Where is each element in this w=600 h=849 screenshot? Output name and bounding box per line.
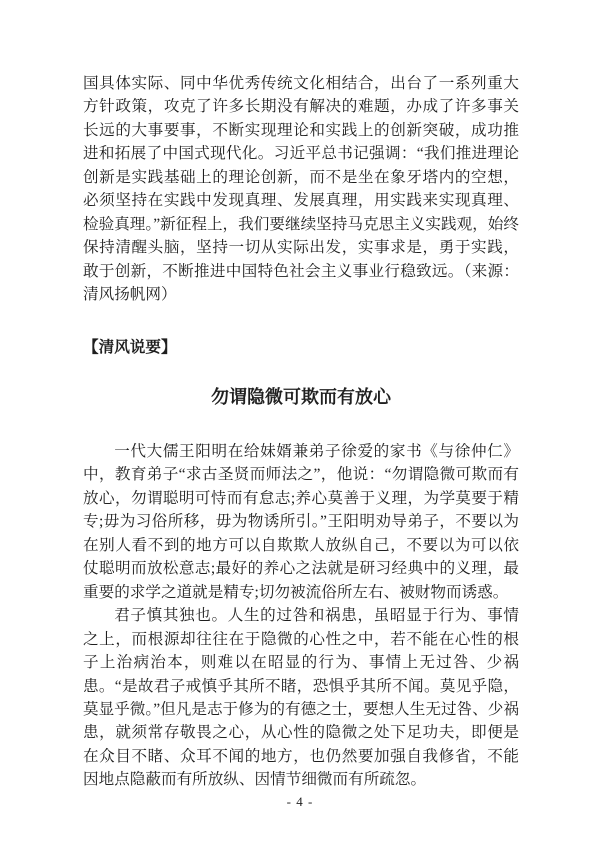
body-paragraph-2: 君子慎其独也。人生的过咎和祸患，虽昭显于行为、事情之上，而根源却往往在于隐微的心性之中，若不能在心性的根子上治病治本，则难以在昭显的行为、事情上无过咎、少祸患。“是故君子戒慎乎其所不睹，恐惧乎其所不闻。莫见乎隐，莫显乎微。”但凡是志于修为的有德之士，要想人生无过咎、少祸患，就须常存敬畏之心，从心性的隐微之处下足功夫，即便是在众目不睹、众耳不闻的地方，也仍然要加强自我修省，不能因地点隐蔽而有所放纵、因情节细微而有所疏忽。 <box>83 607 519 789</box>
continuation-paragraph: 国具体实际、同中华优秀传统文化相结合，出台了一系列重大方针政策，攻克了许多长期没有解决的难题，办成了许多事关长远的大事要事，不断实现理论和实践上的创新突破，成功推进和拓展了中国式现代化。习近平总书记强调：“我们推进理论创新是实践基础上的理论创新，而不是坐在象牙塔内的空想，必须坚持在实践中发现真理、发展真理，用实践来实现真理、检验真理。”新征程上，我们要继续坚持马克思主义实践观，始终保持清醒头脑，坚持一切从实际出发，实事求是，勇于实践，敢于创新，不断推进中国特色社会主义事业行稳致远。（来源：清风扬帆网） <box>83 75 519 304</box>
page-number: - 4 - <box>286 794 314 809</box>
body-paragraph-1: 一代大儒王阳明在给妹婿兼弟子徐爱的家书《与徐仲仁》中，教育弟子“求古圣贤而师法之”，他说：“勿谓隐微可欺而有放心，勿谓聪明可恃而有怠志;养心莫善于义理，为学莫要于精专;毋为习俗所移，毋为物诱所引。”王阳明劝导弟子，不要以为在别人看不到的地方可以自欺欺人放纵自己，不要以为可以依仗聪明而放松意志;最好的养心之法就是研习经典中的义理，最重要的求学之道就是精专;切勿被流俗所左右、被财物而诱惑。 <box>83 442 519 601</box>
section-heading: 【清风说要】 <box>83 338 177 356</box>
article-title: 勿谓隐微可欺而有放心 <box>211 386 391 407</box>
